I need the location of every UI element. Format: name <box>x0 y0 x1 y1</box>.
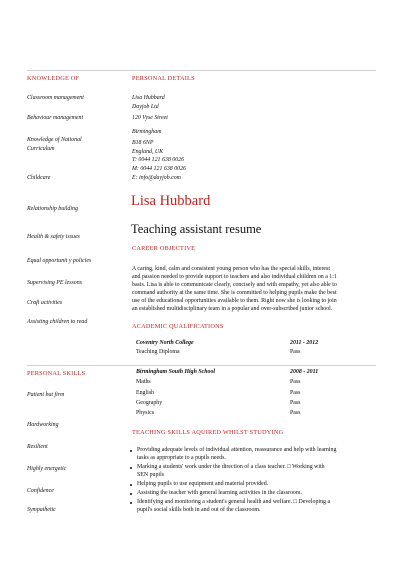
school-name: Birmingham South High School <box>136 369 216 375</box>
knowledge-header: KNOWLEDGE OF <box>27 75 80 82</box>
school-years: 2008 - 2011 <box>290 369 319 375</box>
subject-result: Pass <box>290 379 301 385</box>
knowledge-item: Relationship building <box>27 206 78 212</box>
detail-line: M: 0044 121 638 0026 <box>132 166 186 172</box>
knowledge-item: Behaviour management <box>27 115 84 121</box>
teaching-bullet: Helping pupils to use equipment and material provided. <box>137 481 269 487</box>
subject-name: Maths <box>136 379 151 385</box>
knowledge-item: Classroom management <box>27 95 84 101</box>
teaching-bullet: Marking a students' work under the direction of a class teacher. □ Working with <box>137 464 325 470</box>
knowledge-item: Curriculum <box>27 146 55 152</box>
skill-item: Resilient <box>27 444 48 450</box>
top-divider <box>27 70 376 71</box>
personal-details-header: PERSONAL DETAILS <box>132 75 195 82</box>
skills-divider <box>27 365 376 366</box>
career-line: basis. Lisa is able to communicate clearly, concisely and with empathy, yet also able to <box>132 282 337 288</box>
career-objective-header: CAREER OBJECTIVE <box>132 245 196 252</box>
detail-line: Birmingham <box>132 129 162 135</box>
resume-title: Teaching assistant resume <box>131 222 262 236</box>
teaching-bullet: Identifying and monitoring a student's general health and welfare. □ Developing a <box>137 499 331 505</box>
detail-line: B18 6NP <box>132 140 154 146</box>
candidate-name: Lisa Hubbard <box>131 193 211 209</box>
detail-line: T: 0044 121 638 0026 <box>132 157 185 163</box>
college-name: Coventry North College <box>136 340 194 346</box>
subject-result: Pass <box>290 390 301 396</box>
teaching-line: tasks as appropriate to a pupils needs. <box>137 455 226 461</box>
knowledge-item: Health & safety issues <box>27 234 80 240</box>
college-course: Teaching Diploma <box>136 349 180 355</box>
skill-item: Confidence <box>27 488 54 494</box>
teaching-bullet: Providing adequate levels of individual attention, reassurance and help with learning <box>137 447 337 453</box>
detail-line: 120 Vyse Street <box>132 115 168 121</box>
subject-name: English <box>136 390 154 396</box>
personal-skills-header: PERSONAL SKILLS <box>27 370 86 377</box>
detail-line: England, UK <box>132 149 164 155</box>
subject-name: Physics <box>136 410 155 416</box>
knowledge-item: Equal opportunit y policies <box>27 258 92 264</box>
teaching-bullet: Assisting the teacher with general learning activities in the classroom. <box>137 490 302 496</box>
academic-header: ACADEMIC QUALIFICATIONS <box>132 323 224 330</box>
detail-line: E: info@dayjob.com <box>132 175 181 181</box>
career-line: use of the educational opportunities available to them. Right now she is looking to join <box>132 298 337 304</box>
knowledge-item: Knowledge of National <box>27 137 82 143</box>
skill-item: Hardworking <box>27 422 59 428</box>
college-result: Pass <box>290 349 301 355</box>
subject-result: Pass <box>290 410 301 416</box>
career-line: A caring, kind, calm and consistent young person who has the special skills, interest <box>132 266 330 272</box>
career-line: an established multidisciplinary team in a popular and over-subscribed junior school. <box>132 306 333 312</box>
subject-result: Pass <box>290 400 301 406</box>
skill-item: Sympathetic <box>27 507 56 513</box>
detail-line: Lisa Hubbard <box>132 95 165 101</box>
college-years: 2011 - 2012 <box>290 340 319 346</box>
knowledge-item: Craft activities <box>27 300 63 306</box>
knowledge-item: Assisting children to read <box>27 319 88 325</box>
subject-name: Geography <box>136 400 163 406</box>
career-line: and passion needed to provide support to teachers and also individual children on a 1:1 <box>132 274 337 280</box>
detail-line: Dayjob Ltd <box>132 104 159 110</box>
knowledge-item: Supervising PE lessons <box>27 280 82 286</box>
teaching-line: pupil's social skills both in and out of the classroom. <box>137 507 261 513</box>
skill-item: Highly energetic <box>27 466 67 472</box>
skill-item: Patient but firm <box>27 392 65 398</box>
teaching-skills-header: TEACHING SKILLS AQUIRED WHILST STUDYING <box>132 429 284 436</box>
teaching-line: SEN pupils <box>137 472 165 478</box>
knowledge-item: Childcare <box>27 175 51 181</box>
career-line: command authority at the same time. She is committed to helping pupils make the best <box>132 290 337 296</box>
